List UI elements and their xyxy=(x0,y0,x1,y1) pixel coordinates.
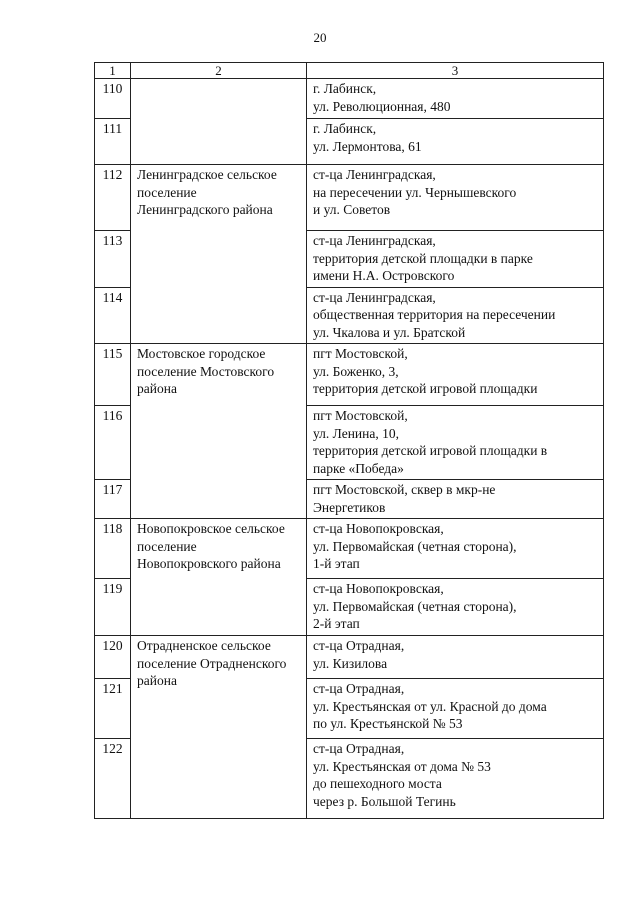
row-number: 116 xyxy=(95,406,131,480)
address-line: ул. Революционная, 480 xyxy=(313,98,451,114)
address-line: ул. Кизилова xyxy=(313,655,388,671)
address-line: через р. Большой Тегинь xyxy=(313,793,456,809)
municipality-cell xyxy=(131,636,307,819)
address-line: ст-ца Отрадная, xyxy=(313,638,405,653)
address-line: ул. Первомайская (четная сторона), xyxy=(313,598,517,614)
address-cell xyxy=(307,480,604,519)
header-col-1: 1 xyxy=(95,63,131,79)
address-line: ул. Ленина, 10, xyxy=(313,425,399,441)
address-line: ул. Лермонтова, 61 xyxy=(313,138,422,154)
municipality-line: Ленинградского района xyxy=(137,202,273,217)
address-cell xyxy=(307,165,604,231)
table-row xyxy=(95,165,604,231)
address-line: пгт Мостовской, xyxy=(313,408,408,423)
address-line: территория детской игровой площадки xyxy=(313,381,538,396)
address-cell xyxy=(307,636,604,679)
municipality-line: поселение xyxy=(137,538,197,554)
data-table xyxy=(94,62,604,819)
row-number: 122 xyxy=(95,739,131,819)
municipality-line: поселение xyxy=(137,184,197,200)
row-number: 117 xyxy=(95,480,131,519)
row-number: 120 xyxy=(95,636,131,679)
municipality-cell xyxy=(131,165,307,344)
table-row xyxy=(95,636,604,679)
table-row xyxy=(95,344,604,406)
address-line: пгт Мостовской, сквер в мкр-не xyxy=(313,482,496,497)
municipality-line: Мостовское городское xyxy=(137,346,266,361)
table-row xyxy=(95,519,604,579)
row-number: 111 xyxy=(95,119,131,165)
address-line: ст-ца Отрадная, xyxy=(313,741,405,756)
address-line: г. Лабинск, xyxy=(313,81,377,96)
address-cell xyxy=(307,231,604,288)
municipality-line: района xyxy=(137,673,177,688)
municipality-line: Ленинградское сельское xyxy=(137,167,277,182)
address-cell xyxy=(307,287,604,344)
municipality-cell xyxy=(131,79,307,165)
municipality-line: Новопокровское сельское xyxy=(137,521,285,536)
address-line: ст-ца Новопокровская, xyxy=(313,521,444,536)
address-cell xyxy=(307,79,604,119)
row-number: 113 xyxy=(95,231,131,288)
address-line: ул. Первомайская (четная сторона), xyxy=(313,538,517,554)
row-number: 115 xyxy=(95,344,131,406)
row-number: 114 xyxy=(95,287,131,344)
address-cell xyxy=(307,739,604,819)
row-number: 121 xyxy=(95,679,131,739)
address-line: ст-ца Ленинградская, xyxy=(313,233,436,248)
address-cell xyxy=(307,519,604,579)
municipality-line: Новопокровского района xyxy=(137,556,281,571)
header-col-2: 2 xyxy=(131,63,307,79)
address-line: ул. Крестьянская от ул. Красной до дома xyxy=(313,698,547,714)
table-row xyxy=(95,79,604,119)
address-cell xyxy=(307,579,604,636)
row-number: 112 xyxy=(95,165,131,231)
address-line: по ул. Крестьянской № 53 xyxy=(313,716,463,731)
address-line: ул. Боженко, 3, xyxy=(313,363,399,379)
address-line: 1-й этап xyxy=(313,556,360,571)
address-line: ул. Чкалова и ул. Братской xyxy=(313,324,466,340)
row-number: 118 xyxy=(95,519,131,579)
address-cell xyxy=(307,119,604,165)
row-number: 110 xyxy=(95,79,131,119)
address-line: общественная территория на пересечении xyxy=(313,307,556,322)
address-line: имени Н.А. Островского xyxy=(313,268,455,283)
municipality-cell xyxy=(131,519,307,636)
municipality-line: Отрадненское сельское xyxy=(137,638,271,653)
address-line: ул. Крестьянская от дома № 53 xyxy=(313,758,491,774)
address-line: парке «Победа» xyxy=(313,460,404,476)
address-line: до пешеходного моста xyxy=(313,776,442,791)
address-line: и ул. Советов xyxy=(313,202,391,217)
municipality-line: района xyxy=(137,381,177,396)
header-col-3: 3 xyxy=(307,63,604,79)
table-header-row xyxy=(95,63,604,79)
page-number: 20 xyxy=(313,30,327,45)
address-cell xyxy=(307,679,604,739)
address-line: ст-ца Ленинградская, xyxy=(313,167,436,182)
address-line: ст-ца Отрадная, xyxy=(313,681,405,696)
address-cell xyxy=(307,406,604,480)
municipality-line: поселение Мостовского xyxy=(137,363,275,379)
address-line: ст-ца Ленинградская, xyxy=(313,289,436,305)
address-line: ст-ца Новопокровская, xyxy=(313,581,444,596)
municipality-cell xyxy=(131,344,307,519)
row-number: 119 xyxy=(95,579,131,636)
address-line: пгт Мостовской, xyxy=(313,346,408,361)
address-line: 2-й этап xyxy=(313,616,360,631)
address-cell xyxy=(307,344,604,406)
address-line: территория детской игровой площадки в xyxy=(313,443,548,458)
address-line: г. Лабинск, xyxy=(313,121,377,136)
address-line: на пересечении ул. Чернышевского xyxy=(313,184,517,200)
address-line: территория детской площадки в парке xyxy=(313,250,533,266)
address-line: Энергетиков xyxy=(313,499,386,515)
municipality-line: поселение Отрадненского xyxy=(137,655,287,671)
